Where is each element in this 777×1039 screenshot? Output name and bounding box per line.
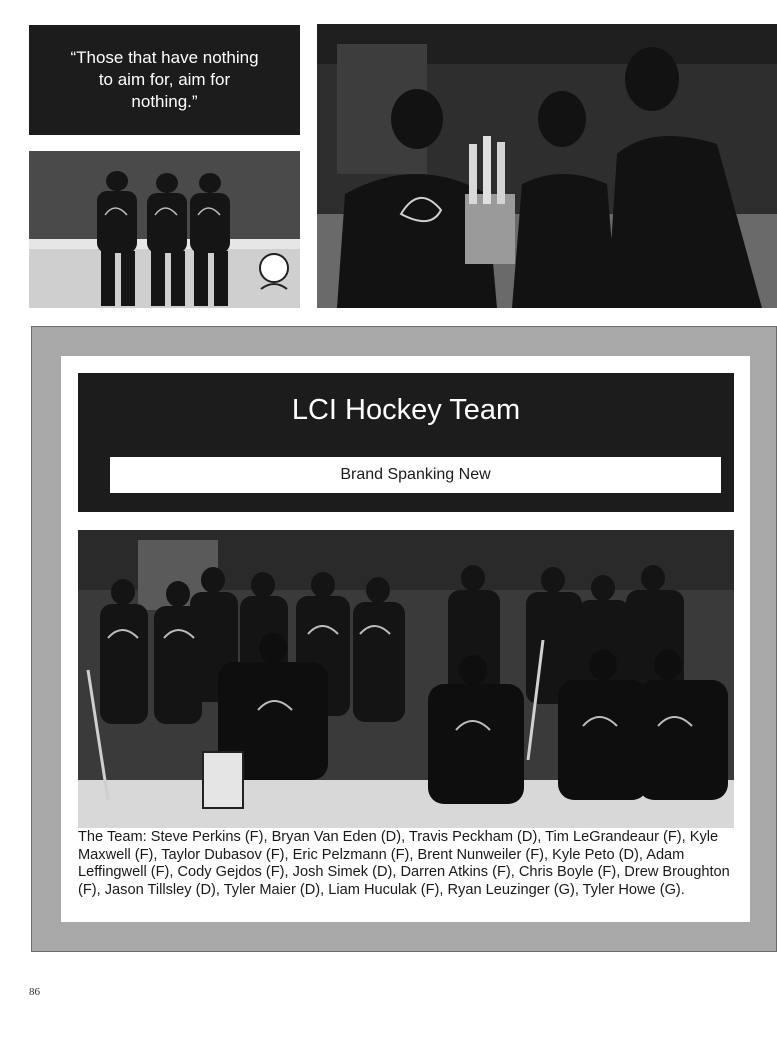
team-group-image (78, 530, 734, 828)
feature-title: LCI Hockey Team (291, 394, 521, 426)
three-players-image (29, 151, 300, 308)
three-players-photo (29, 151, 300, 308)
award-presentation-photo (317, 24, 777, 308)
team-caption: The Team: Steve Perkins (F), Bryan Van Eden (D), Travis Peckham (D), Tim LeGrandeaur (F), Kyle Maxwell (F), Taylor Dubasov (F), Eric Pelzmann (F), Brent Nunweiler (F), Kyle Peto (D), Adam Leffingwell (F), Cody Gejdos (F), Josh Simek (D), Darren Atkins (F), Chris Boyle (F), Drew Broughton (F), Jason Tillsley (D), Tyler Maier (D), Liam Huculak (F), Ryan Leuzinger (G), Tyler Howe (G). (78, 829, 730, 898)
quote-box (29, 25, 300, 135)
team-photo (78, 530, 734, 828)
quote-text: “Those that have nothing to aim for, aim for nothing.” (70, 48, 259, 111)
page-number: 86 (29, 986, 40, 998)
award-presentation-image (317, 24, 777, 308)
feature-subtitle: Brand Spanking New (110, 457, 721, 493)
